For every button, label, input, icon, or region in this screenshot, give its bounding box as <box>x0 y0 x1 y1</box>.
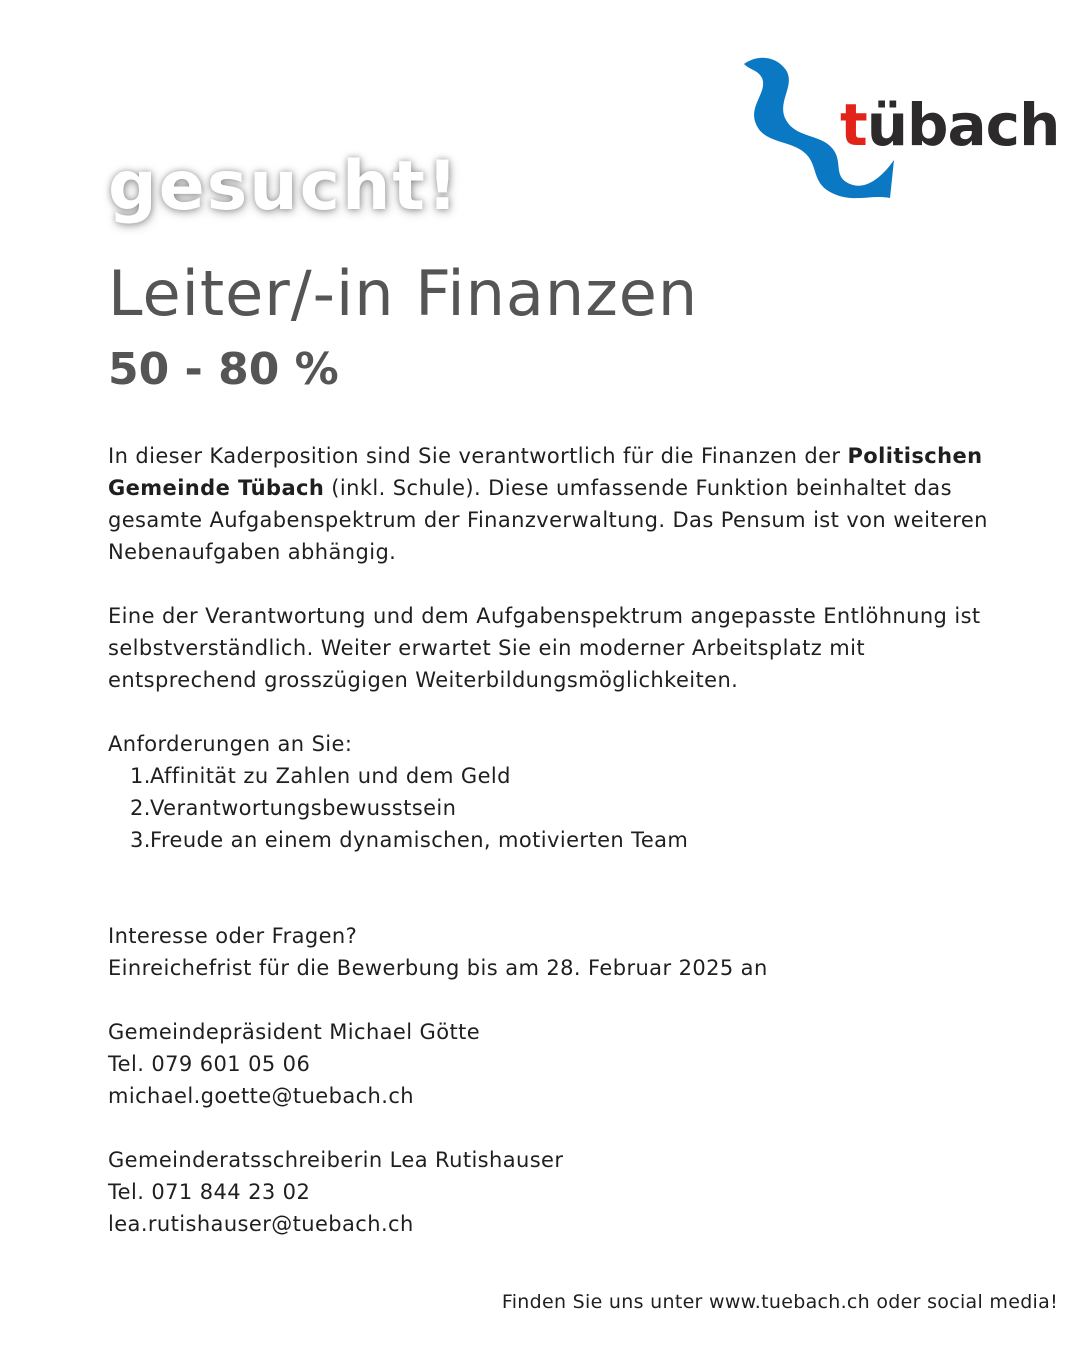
intro-text-before: In dieser Kaderposition sind Sie verantwortlich für die Finanzen der <box>108 444 848 468</box>
list-item-text: Freude an einem dynamischen, motivierten Team <box>150 828 689 852</box>
contact-name: Gemeindepräsident Michael Götte <box>108 1020 481 1044</box>
logo-wordmark <box>840 91 1060 159</box>
intro-text-after: (inkl. Schule). Diese umfassende Funktion beinhaltet das gesamte Aufgabenspektrum der Finanzverwaltung. Das Pensum ist von weiteren Nebenaufgaben abhängig. <box>108 476 988 564</box>
contact-phone: Tel. 079 601 05 06 <box>108 1052 311 1076</box>
list-item-text: Affinität zu Zahlen und dem Geld <box>150 764 511 788</box>
list-item: 1.Affinität zu Zahlen und dem Geld <box>130 764 511 788</box>
job-description <box>108 440 1008 1240</box>
intro-bold-text: Politischen Gemeinde Tübach <box>108 444 983 500</box>
intro-paragraph <box>108 440 1008 568</box>
requirements-list <box>108 760 1008 856</box>
contact-person-2 <box>108 1144 1008 1240</box>
tuebach-logo <box>740 52 1060 202</box>
requirements-heading: Anforderungen an Sie: <box>108 732 353 756</box>
list-item: 2.Verantwortungsbewusstsein <box>130 796 457 820</box>
footer-note: Finden Sie uns unter www.tuebach.ch oder social media! <box>501 1291 1058 1313</box>
job-title: Leiter/-in Finanzen <box>108 257 699 330</box>
job-pensum: 50 - 80 % <box>108 344 339 395</box>
logo-wordmark-t: t <box>840 91 867 159</box>
contact-person-1 <box>108 1016 1008 1112</box>
tagline: gesucht! <box>108 147 460 226</box>
application-deadline: Einreichefrist für die Bewerbung bis am 28. Februar 2025 an <box>108 956 768 980</box>
list-item-text: Verantwortungsbewusstsein <box>150 796 457 820</box>
contact-question: Interesse oder Fragen? <box>108 924 358 948</box>
contact-email: michael.goette@tuebach.ch <box>108 1084 414 1108</box>
contact-name: Gemeinderatsschreiberin Lea Rutishauser <box>108 1148 564 1172</box>
logo-wordmark-rest: übach <box>866 91 1060 159</box>
offer-paragraph: Eine der Verantwortung und dem Aufgabenspektrum angepasste Entlöhnung ist selbstverständlich. Weiter erwartet Sie ein moderner Arbeitsplatz mit entsprechend grosszügigen Weiterbildungsmöglichkeiten. <box>108 604 981 692</box>
contact-email: lea.rutishauser@tuebach.ch <box>108 1212 414 1236</box>
contact-phone: Tel. 071 844 23 02 <box>108 1180 311 1204</box>
list-item: 3.Freude an einem dynamischen, motivierten Team <box>130 828 689 852</box>
